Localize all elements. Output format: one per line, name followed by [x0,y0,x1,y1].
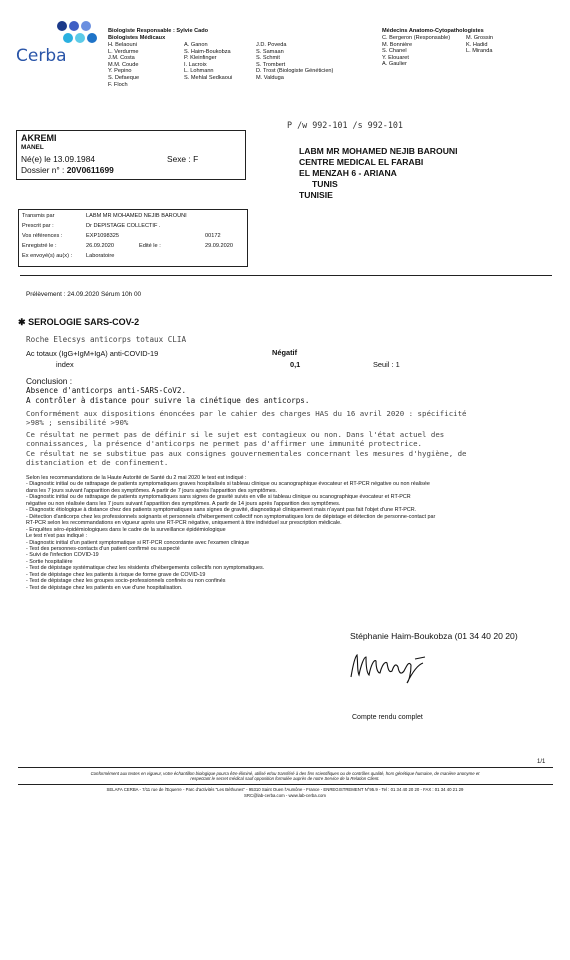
logo-text: Cerba [16,46,67,66]
anapath-title: Médecins Anatomo-Cytopathologistes [382,28,484,34]
reference-code: P /w 992-101 /s 992-101 [287,120,403,130]
transmission-value: 26.09.2020 [86,243,114,249]
recommendation-line: - Diagnostic initial ou de rattrapage de patients symptomatiques graves hospitalisés si tableau clinique ou scanographique évocateur et RT-PCR négative ou non réalisée [26,481,430,488]
conclusion-line: A contrôler à distance pour suivre la cinétique des anticorps. [26,395,310,405]
test-value: 0,1 [290,360,301,369]
conclusion-line: Absence d'anticorps anti-SARS-CoV2. [26,386,187,395]
transmission-value: EXP1098325 [86,233,119,239]
recommendation-line: - Diagnostic initial ou de rattrapage de patients symptomatiques sans signes de gravité suivis en ville si tableau clinique ou scanographique évocateur et RT-PCR [26,494,411,501]
address-line: TUNIS [312,179,338,189]
recommendation-line: - Test de dépistage systématique chez les résidents d'hébergements collectifs non symptomatiques. [26,565,265,572]
legal-line: respectant le secret médical sauf opposition formulée auprès de notre Service de la Relation Client. [190,776,380,782]
staff-name: Y. Elouaret [382,54,409,61]
address-line: TUNISIE [299,190,333,200]
conclusion-label: Conclusion : [26,376,73,386]
recommendation-line: - Test de dépistage chez les groupes socio-professionnels confinés ou non confinés [26,578,226,585]
paragraph-line: connaissances, la présence d'anticorps ne permet pas d'affirmer une immunité protectrice. [26,439,423,449]
recommendation-line: - Test des personnes-contacts d'un patient confirmé ou suspecté [26,545,180,552]
staff-name: H. Belaouni [108,42,137,48]
staff-name: S. Defaeque [108,74,140,81]
patient-firstname: MANEL [21,144,44,151]
staff-name: S. Mehlal Sedkaoui [184,74,233,81]
staff-name: S. Haim-Boukobza [184,48,231,55]
biologist-responsible: Biologiste Responsable : Sylvie Cado [108,28,209,34]
recommendation-line: - Détection d'anticorps chez les professionnels soignants et personnels d'hébergement collectif non symptomatiques lors de dépistage et détection de personne-contact par [26,513,436,520]
logo-dot [63,33,73,43]
recommendation-line: RT-PCR selon les recommandations en vigueur après une RT-PCR négative, uniquement à titre individuel sur prescription médicale. [26,520,342,527]
handwritten-signature [345,645,435,685]
staff-name: M. Bonnière [382,41,413,48]
recommendation-line: - Diagnostic étiologique à distance chez des patients symptomatiques sans signes de gravité, diagnostiqué cliniquement mais n'ayant pas fait l'objet d'une RT-PCR. [26,507,417,514]
staff-name: M.M. Coude [108,61,139,68]
recommendation-line: - Diagnostic initial d'un patient symptomatique si RT-PCR concordante avec l'examen clinique [26,539,250,546]
staff-name: P. Kleinfinger [184,55,217,62]
section-marker-icon: ✱ [18,317,26,327]
dossier-number: 20V0611699 [66,165,114,175]
recommendation-line: négative ou non réalisée dans les 7 jours suivant l'apparition des symptômes. A partir de 14 jours après l'apparition des symptômes. [26,500,341,507]
transmission-extra-value: 00172 [205,233,221,239]
recommendation-line: - Test de dépistage chez les patients en vue d'une hospitalisation. [26,584,183,591]
contact-line: SRC@lab-cerba.com - www.lab-cerba.com [244,792,326,798]
test-threshold: Seuil : 1 [373,360,400,369]
staff-name: Y. Pepino [108,68,132,75]
staff-col-3 [256,42,333,82]
footer-line-bottom [18,784,553,785]
patient-box [16,130,246,180]
transmission-value: Laboratoire [86,253,115,259]
transmission-label: Prescrit par : [22,223,54,229]
section-title [18,317,139,328]
staff-name: S. Samaan [256,48,284,55]
transmission-label: Ex envoyé(s) au(x) : [22,253,73,259]
specificity-paragraph [26,409,467,428]
transmission-label: Enregistré le : [22,243,57,249]
footer-legal [20,771,550,782]
company-line: SELAFA CERBA - 7/11 rue de l'Equerre - Parc d'activités "Les Béthunes" - 95310 Saint Ouen l'Aumône - France - ENREGISTREMENT N°95.9 - Tel : 01 34 40 20 20 - FAX : 01 34 40 21 29 [106,787,464,792]
transmission-value: Dr DEPISTAGE COLLECTIF . [86,223,161,229]
staff-col-1 [108,42,139,88]
separator-line [20,275,552,276]
method-line: Roche Elecsys anticorps totaux CLIA [26,335,187,344]
transmission-label: Vos références : [22,233,63,239]
staff-col-4 [382,35,450,68]
logo-dot [75,33,85,43]
staff-name: K. Hadid [466,41,488,48]
staff-col-2 [184,42,232,82]
test-result: Négatif [272,348,298,357]
recommendations [26,475,435,591]
biologists-title: Biologistes Médicaux [108,35,166,41]
sample-info: Prélèvement : 24.09.2020 Sérum 10h 00 [26,291,142,298]
staff-name: S. Chanel [382,48,407,55]
transmission-extra-label: Edité le : [139,243,161,249]
logo-dot [57,21,67,31]
transmission-box [18,209,248,267]
logo-dot [81,21,91,31]
paragraph-line: >98% ; sensibilité >90% [26,418,129,428]
report-complete: Compte rendu complet [352,714,423,721]
test-unit: index [56,360,74,369]
recommendation-line: Le test n'est pas indiqué : [26,533,87,540]
staff-name: J.M. Costa [108,55,135,62]
recommendation-line: dans les 7 jours suivant l'apparition des symptômes. A partir de 7 jours après l'apparition des symptômes. [26,487,278,494]
recommendation-line: - Suivi de l'infection COVID-19 [26,552,99,559]
paragraph-line: Ce résultat ne se substitue pas aux consignes gouvernementales concernant les mesures d'hygiène, de [26,448,467,458]
transmission-label: Transmis par [22,213,55,219]
patient-name: AKREMI [21,133,57,143]
cerba-logo [12,18,102,70]
legal-line: Conformément aux textes en vigueur, votre échantillon biologique pourra être éliminé, utilisé et/ou transféré à des fins scientifiques ou de contrôles qualité, hors génétique humaine, de manière anonyme et [90,771,480,776]
staff-name: S. Trombert [256,61,286,68]
staff-name: C. Bergeron (Responsable) [382,35,451,41]
address-line: CENTRE MEDICAL EL FARABI [299,157,424,167]
dossier-label: Dossier n° : [21,165,65,175]
staff-name: A. Gaulier [382,61,407,68]
transmission-value: LABM MR MOHAMED NEJIB BAROUNI [86,213,187,219]
staff-name: L. Verdurme [108,48,139,55]
recommendation-line: - Sortie hospitalière [26,558,73,565]
staff-name: A. Ganon [184,42,208,48]
patient-dob: Né(e) le 13.09.1984 [21,154,96,164]
logo-dot [69,21,79,31]
footer-company [20,787,550,798]
staff-name: D. Trost (Biologiste Généticien) [256,68,334,75]
test-name: Ac totaux (IgG+IgM+IgA) anti-COVID-19 [26,349,159,358]
staff-name: F. Floch [108,81,128,88]
paragraph-line: Conformément aux dispositions énoncées par le cahier des charges HAS du 16 avril 2020 : spécificité [26,409,467,418]
paragraph-line: Ce résultat ne permet pas de définir si le sujet est contagieux ou non. Dans l'état actuel des [26,430,445,439]
footer-line-top [18,767,553,768]
staff-name: M. Grossin [466,35,494,41]
logo-dot [87,33,97,43]
staff-name: L. Lohmann [184,68,214,75]
recipient-address [299,146,458,201]
recommendation-line: Selon les recommandations de la Haute Autorité de Santé du 2 mai 2020 le test est indiqué : [26,475,247,481]
staff-name: M. Valduga [256,74,284,81]
patient-sex: Sexe : F [167,154,199,164]
conclusion-text [26,386,309,405]
patient-dossier [21,165,114,175]
signatory-name: Stéphanie Haim-Boukobza (01 34 40 20 20) [350,631,518,641]
paragraph-line: distanciation et de confinement. [26,458,169,468]
section-title-text: SEROLOGIE SARS-COV-2 [28,317,140,327]
staff-name: L. Miranda [466,48,493,55]
staff-name: J.D. Poveda [256,42,287,48]
staff-name: I. Lacroix [184,61,207,68]
transmission-extra-value: 29.09.2020 [205,243,233,249]
page-number: 1/1 [537,759,546,765]
recommendation-line: - Test de dépistage chez les patients à risque de forme grave de COVID-19 [26,571,206,578]
recommendation-line: - Enquêtes séro-épidémiologiques dans le cadre de la surveillance épidémiologique [26,526,226,533]
address-line: LABM MR MOHAMED NEJIB BAROUNI [299,146,458,156]
staff-col-5 [466,35,493,55]
disclaimer-paragraph [26,430,467,468]
staff-name: S. Schmit [256,55,280,62]
address-line: EL MENZAH 6 - ARIANA [299,168,397,178]
